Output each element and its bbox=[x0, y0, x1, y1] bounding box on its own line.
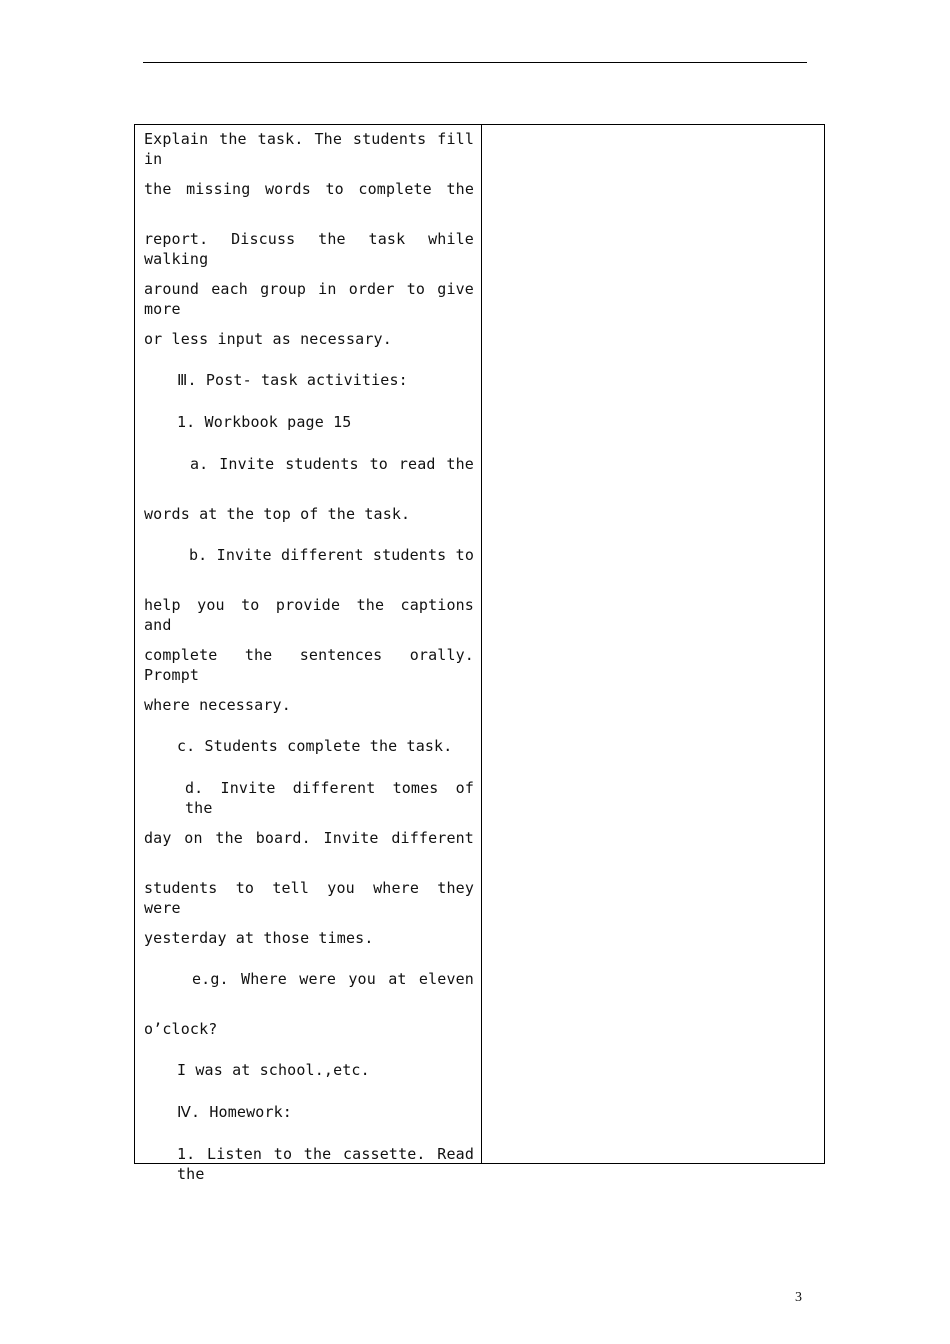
text-line: yesterday at those times. bbox=[144, 929, 374, 947]
column-divider bbox=[481, 125, 482, 1163]
text-line: where necessary. bbox=[144, 696, 291, 714]
lesson-table bbox=[134, 124, 825, 1183]
text-line: 1. Workbook page 15 bbox=[177, 413, 352, 431]
section-heading: Ⅲ. Post- task activities: bbox=[177, 371, 408, 389]
text-line: words at the top of the task. bbox=[144, 505, 411, 523]
text-line: complete the sentences orally. Prompt bbox=[144, 646, 474, 684]
text-line: b. Invite different students to bbox=[189, 546, 474, 564]
text-line: o’clock? bbox=[144, 1020, 218, 1038]
section-heading: Ⅳ. Homework: bbox=[177, 1103, 292, 1121]
text-line: c. Students complete the task. bbox=[177, 737, 453, 755]
text-line: Explain the task. The students fill in bbox=[144, 130, 474, 168]
page-number: 3 bbox=[795, 1290, 802, 1305]
text-line: e.g. Where were you at eleven bbox=[192, 970, 474, 988]
text-line: or less input as necessary. bbox=[144, 330, 392, 348]
text-line: report. Discuss the task while walking bbox=[144, 230, 474, 268]
text-line: 1. Listen to the cassette. Read the bbox=[177, 1145, 474, 1183]
header-rule bbox=[143, 62, 807, 63]
text-line: d. Invite different tomes of the bbox=[185, 779, 474, 817]
text-line: help you to provide the captions and bbox=[144, 596, 474, 634]
notes-cell bbox=[483, 125, 824, 1163]
text-line: I was at school.,etc. bbox=[177, 1061, 370, 1079]
text-line: day on the board. Invite different bbox=[144, 829, 474, 847]
text-line: the missing words to complete the bbox=[144, 180, 474, 198]
text-line: a. Invite students to read the bbox=[190, 455, 474, 473]
text-line: around each group in order to give more bbox=[144, 280, 474, 318]
procedure-cell bbox=[135, 125, 481, 1183]
text-line: students to tell you where they were bbox=[144, 879, 474, 917]
